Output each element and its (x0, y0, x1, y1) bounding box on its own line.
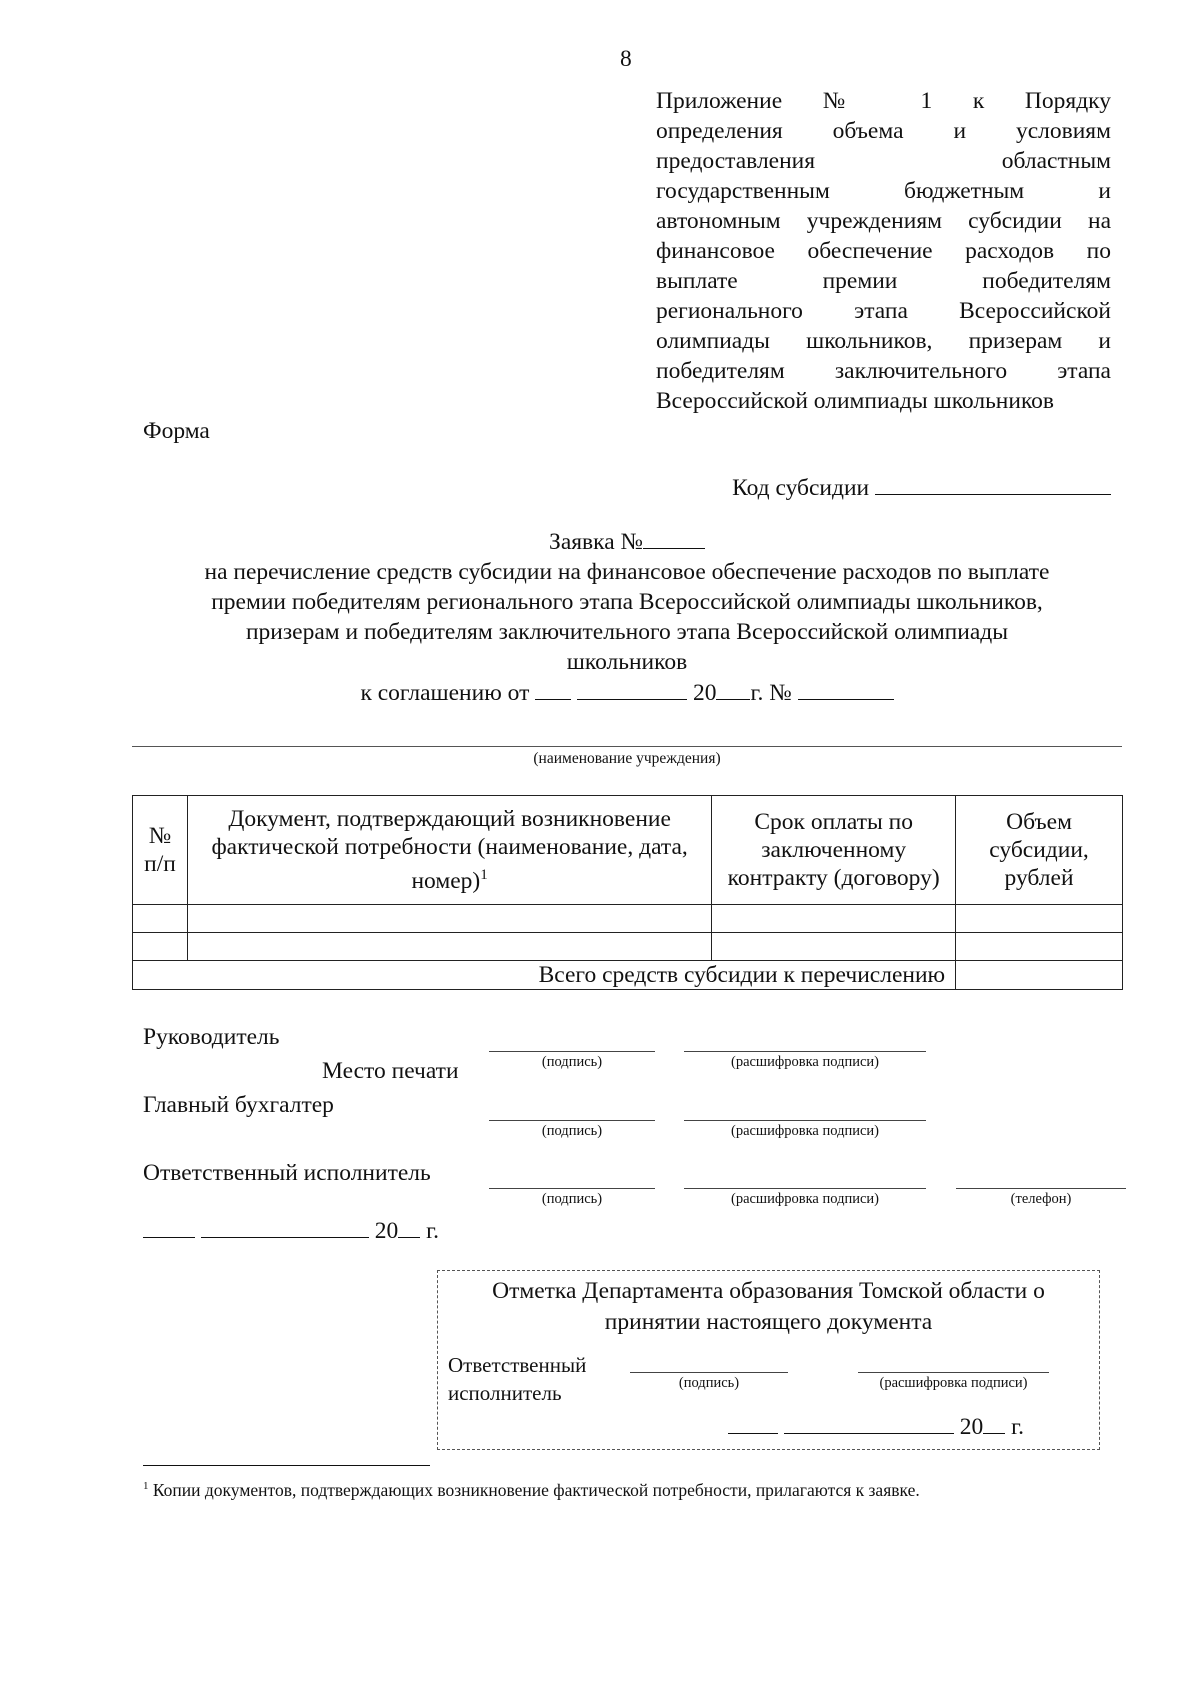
stamp-label: Место печати (322, 1058, 459, 1084)
accountant-label: Главный бухгалтер (143, 1092, 334, 1118)
appendix-line: финансовое обеспечение расходов по (656, 238, 1111, 264)
header-document-text: Документ, подтверждающий возникновение фактической потребности (наименование, дата, номер) (211, 806, 688, 894)
appendix-line: государственным бюджетным и (656, 178, 1111, 204)
head-signature-field[interactable] (489, 1051, 655, 1052)
agreement-day-field[interactable] (535, 677, 571, 700)
appendix-line: автономным учреждениям субсидии на (656, 208, 1111, 234)
subsidy-code-field[interactable] (875, 472, 1111, 495)
cell[interactable] (187, 933, 711, 961)
agreement-label: к соглашению от (360, 680, 530, 706)
date-day-field[interactable] (143, 1215, 195, 1238)
agreement-month-field[interactable] (577, 677, 687, 700)
agreement-line (132, 677, 1122, 708)
agreement-year-field[interactable] (716, 677, 750, 700)
accountant-signature-field[interactable] (489, 1120, 655, 1121)
department-date-year: 20 (959, 1414, 984, 1440)
date-year-suffix: г. (426, 1218, 439, 1244)
department-date-year-field[interactable] (983, 1411, 1005, 1434)
date-year-field[interactable] (398, 1215, 420, 1238)
signature-label: (подпись) (678, 1375, 740, 1391)
title-line: призерам и победителям заключительного этапа Всероссийской олимпиады (245, 619, 1009, 645)
agreement-number-field[interactable] (798, 677, 894, 700)
executor-line: Ответственный (448, 1353, 587, 1377)
cell[interactable] (133, 905, 188, 933)
appendix-line: определения объема и условиям (656, 118, 1111, 144)
decoding-label: (расшифровка подписи) (730, 1123, 880, 1139)
department-date-line (728, 1411, 1024, 1441)
appendix-line: предоставления областным (656, 148, 1111, 174)
cell[interactable] (133, 933, 188, 961)
form-label: Форма (143, 418, 210, 444)
department-date-day-field[interactable] (728, 1411, 778, 1434)
accountant-decoding-field[interactable] (684, 1120, 926, 1121)
appendix-line: победителям заключительного этапа (656, 358, 1111, 384)
date-year: 20 (374, 1218, 399, 1244)
header-payment-term: Срок оплаты по заключенному контракту (договору) (712, 796, 956, 905)
footnote-ref: 1 (480, 867, 488, 884)
institution-label: (наименование учреждения) (533, 750, 721, 767)
head-decoding-field[interactable] (684, 1051, 926, 1052)
header-subsidy-amount: Объем субсидии, рублей (956, 796, 1123, 905)
appendix-line: регионального этапа Всероссийской (656, 298, 1111, 324)
cell[interactable] (956, 905, 1123, 933)
agreement-number-label: г. № (750, 680, 792, 706)
executor-phone-field[interactable] (956, 1188, 1126, 1189)
decoding-label: (расшифровка подписи) (730, 1191, 880, 1207)
signature-label: (подпись) (541, 1123, 603, 1139)
department-signature-field[interactable] (630, 1372, 788, 1373)
signature-label: (подпись) (541, 1054, 603, 1070)
date-line (143, 1215, 439, 1245)
department-mark-box (437, 1270, 1100, 1450)
title-line: премии победителям регионального этапа Всероссийской олимпиады школьников, (211, 589, 1043, 615)
subsidy-code (732, 472, 1111, 502)
cell[interactable] (956, 933, 1123, 961)
appendix-line: выплате премии победителям (656, 268, 1111, 294)
footnote-text: Копии документов, подтверждающих возникновение фактической потребности, прилагаются к заявке. (152, 1480, 920, 1500)
request-title (132, 526, 1122, 708)
decoding-label: (расшифровка подписи) (730, 1054, 880, 1070)
total-row (133, 961, 1123, 990)
executor-decoding-field[interactable] (684, 1188, 926, 1189)
total-value-cell[interactable] (956, 961, 1123, 990)
decoding-label: (расшифровка подписи) (879, 1375, 1028, 1391)
department-date-month-field[interactable] (784, 1411, 954, 1434)
footnote-mark: 1 (143, 1480, 149, 1493)
institution-field[interactable] (132, 746, 1122, 747)
date-month-field[interactable] (201, 1215, 369, 1238)
cell[interactable] (187, 905, 711, 933)
table-row (133, 905, 1123, 933)
table-row (133, 933, 1123, 961)
title-line: школьников (566, 649, 688, 675)
department-mark-title (438, 1276, 1099, 1338)
signature-label: (подпись) (541, 1191, 603, 1207)
appendix-line: Всероссийской олимпиады школьников (656, 388, 1055, 414)
title-line: на перечисление средств субсидии на финансовое обеспечение расходов по выплате (204, 559, 1050, 585)
executor-line: исполнитель (448, 1381, 562, 1405)
appendix-line: олимпиады школьников, призерам и (656, 328, 1111, 354)
appendix-header (656, 86, 1111, 416)
phone-label: (телефон) (1010, 1191, 1072, 1207)
department-decoding-field[interactable] (858, 1372, 1049, 1373)
agreement-year: 20 (692, 680, 717, 706)
footnote (143, 1480, 920, 1501)
appendix-line: Приложение № 1 к Порядку (656, 88, 1111, 114)
cell[interactable] (712, 933, 956, 961)
header-number: № п/п (133, 796, 188, 905)
executor-signature-field[interactable] (489, 1188, 655, 1189)
cell[interactable] (712, 905, 956, 933)
request-table (132, 795, 1123, 990)
subsidy-code-label: Код субсидии (732, 475, 870, 501)
head-label: Руководитель (143, 1024, 280, 1050)
request-number-label: Заявка № (549, 529, 643, 555)
header-document (187, 796, 711, 905)
executor-label: Ответственный исполнитель (143, 1160, 431, 1186)
footnote-divider (143, 1465, 430, 1466)
table-header-row (133, 796, 1123, 905)
department-date-suffix: г. (1011, 1414, 1024, 1440)
total-label: Всего средств субсидии к перечислению (133, 961, 956, 990)
department-title-line: принятии настоящего документа (604, 1309, 933, 1335)
page-number: 8 (620, 46, 632, 72)
department-executor-label (448, 1351, 586, 1407)
request-number-field[interactable] (643, 526, 705, 549)
department-title-line: Отметка Департамента образования Томской области о (492, 1278, 1045, 1304)
